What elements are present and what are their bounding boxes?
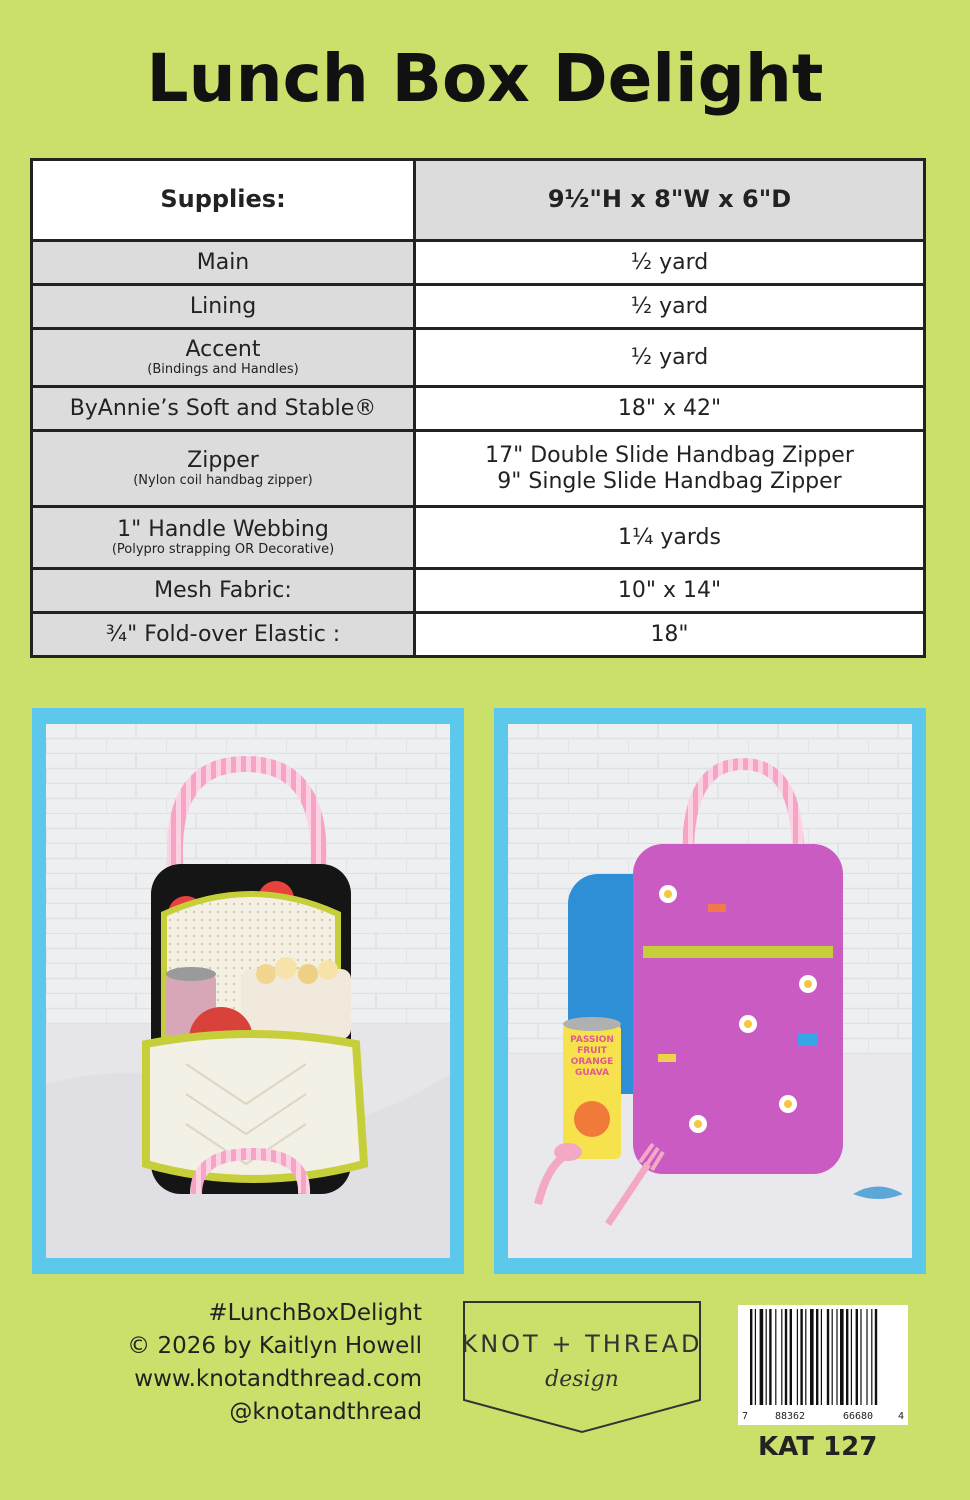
table-row	[32, 569, 925, 613]
barcode-bar	[766, 1309, 767, 1405]
amount-cell: 10" x 14"	[415, 569, 925, 613]
barcode-bar	[875, 1309, 877, 1405]
barcode-bar	[816, 1309, 818, 1405]
lunch-box-open-photo	[46, 724, 450, 1258]
barcode	[738, 1305, 908, 1425]
knot-thread-logo	[462, 1300, 702, 1434]
item-label: ¾" Fold-over Elastic :	[105, 621, 341, 647]
footer-info	[127, 1297, 422, 1429]
barcode-bar	[800, 1309, 802, 1405]
logo-subtext: design	[545, 1367, 619, 1392]
amount-line: 17" Double Slide Handbag Zipper	[485, 443, 854, 469]
table-row	[32, 613, 925, 657]
logo-text: KNOT + THREAD	[462, 1330, 702, 1358]
amount-cell: ½ yard	[415, 329, 925, 387]
barcode-bar	[810, 1309, 814, 1405]
lunch-box-closed-photo	[508, 724, 912, 1258]
item-label: Lining	[189, 293, 257, 319]
table-header-row	[32, 160, 925, 241]
page-title: Lunch Box Delight	[146, 40, 824, 117]
barcode-bar	[790, 1309, 792, 1405]
barcode-bar	[846, 1309, 848, 1405]
table-row	[32, 431, 925, 507]
barcode-bar	[866, 1309, 867, 1405]
copyright: © 2026 by Kaitlyn Howell	[127, 1333, 422, 1359]
closed-lunch-box-illustration	[508, 724, 912, 1258]
amount-line: 9" Single Slide Handbag Zipper	[497, 468, 842, 494]
barcode-digits-2: 66680	[842, 1411, 874, 1422]
table-row	[32, 329, 925, 387]
barcode-digits-1: 88362	[774, 1411, 806, 1422]
barcode-bar	[860, 1309, 861, 1405]
item-note: (Polypro strapping OR Decorative)	[111, 541, 335, 557]
barcode-bar	[832, 1309, 833, 1405]
can-text-4: GUAVA	[574, 1068, 610, 1078]
barcode-bar	[821, 1309, 822, 1405]
can-text-3: ORANGE	[570, 1057, 614, 1067]
photo-frame-left	[32, 708, 464, 1274]
barcode-bar	[871, 1309, 872, 1405]
header-supplies: Supplies:	[32, 160, 415, 241]
can-text-2: FRUIT	[577, 1046, 607, 1056]
supplies-table	[30, 158, 926, 658]
barcode-bar	[851, 1309, 852, 1405]
item-label: 1" Handle Webbing	[117, 517, 329, 543]
amount-cell: 1¼ yards	[415, 507, 925, 569]
amount-cell: ½ yard	[415, 285, 925, 329]
barcode-bar	[805, 1309, 806, 1405]
item-label: Accent	[185, 337, 261, 363]
barcode-bar	[769, 1309, 771, 1405]
barcode-bar	[755, 1309, 756, 1405]
table-row	[32, 387, 925, 431]
barcode-bar	[827, 1309, 829, 1405]
barcode-bar	[797, 1309, 798, 1405]
product-code: KAT 127	[758, 1432, 878, 1462]
barcode-bar	[760, 1309, 764, 1405]
barcode-bar	[750, 1309, 752, 1405]
item-note: (Nylon coil handbag zipper)	[133, 472, 313, 488]
barcode-bar	[781, 1309, 782, 1405]
barcode-digit-left: 7	[742, 1411, 749, 1422]
photo-frame-right	[494, 708, 926, 1274]
item-label: Mesh Fabric:	[154, 577, 292, 603]
amount-cell: ½ yard	[415, 241, 925, 285]
item-label: ByAnnie’s Soft and Stable®	[69, 395, 377, 421]
barcode-bar	[785, 1309, 787, 1405]
barcode-bar	[775, 1309, 776, 1405]
barcode-bar	[836, 1309, 837, 1405]
barcode-digit-right: 4	[898, 1411, 905, 1422]
amount-cell: 18"	[415, 613, 925, 657]
social-handle[interactable]: @knotandthread	[229, 1399, 422, 1425]
header-dimensions: 9½"H x 8"W x 6"D	[415, 160, 925, 241]
item-label: Zipper	[187, 448, 259, 474]
hashtag: #LunchBoxDelight	[208, 1300, 422, 1326]
barcode-bar	[856, 1309, 858, 1405]
table-row	[32, 241, 925, 285]
barcode-bar	[840, 1309, 844, 1405]
website-link[interactable]: www.knotandthread.com	[134, 1366, 422, 1392]
item-note: (Bindings and Handles)	[147, 361, 299, 377]
amount-cell: 18" x 42"	[415, 387, 925, 431]
can-text-1: PASSION	[570, 1035, 614, 1045]
table-row	[32, 285, 925, 329]
open-lunch-box-illustration	[46, 724, 450, 1258]
item-label: Main	[196, 249, 250, 275]
table-row	[32, 507, 925, 569]
